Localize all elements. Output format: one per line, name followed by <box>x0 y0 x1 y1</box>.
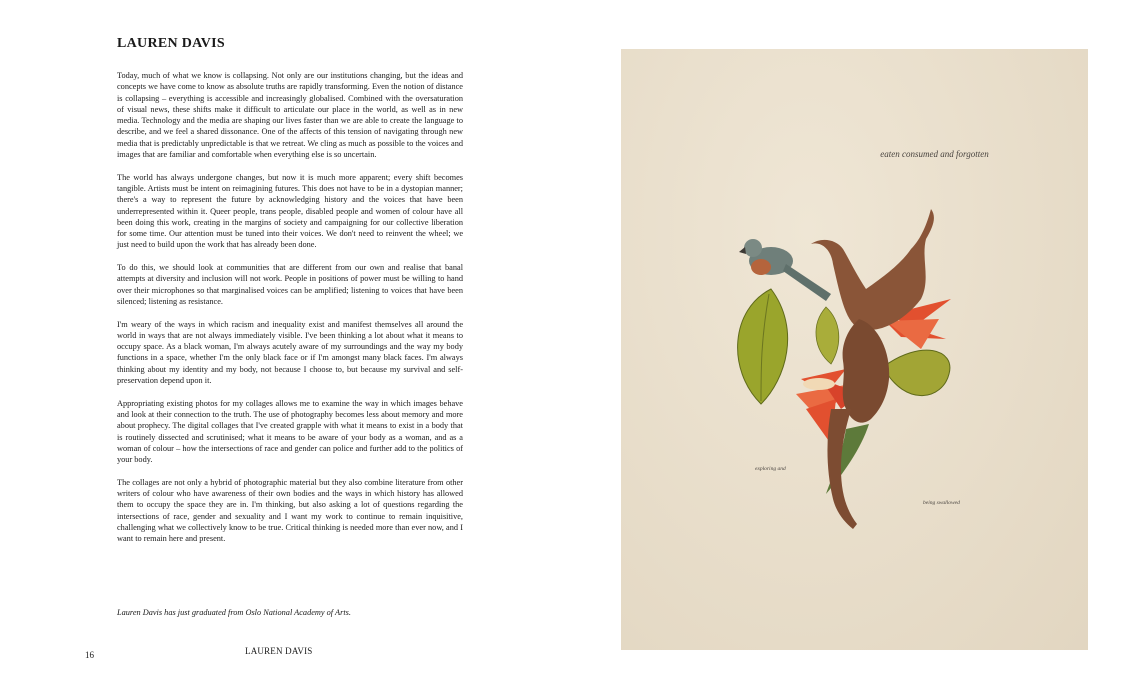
artwork-caption-left: exploring and <box>755 466 786 472</box>
parrot <box>739 239 831 301</box>
artwork-caption-right: being swallowed <box>923 500 960 506</box>
paragraph: The collages are not only a hybrid of photographic material but they also combine literature from other writers of colour who have awareness of their own bodies and the ways in which history has allowed them to occupy the space they are in. I'm thinking, but also asking a lot of questions regarding the intersections of race, gender and sexuality and I want my work to continue to remain inquisitive, challenging what we collectively know to be true. Critical thinking is needed more than ever now, and I want to remain here and present. <box>117 477 463 544</box>
author-credit: Lauren Davis has just graduated from Oslo National Academy of Arts. <box>117 608 351 617</box>
paragraph: Today, much of what we know is collapsing. Not only are our institutions changing, but the ideas and concepts we have come to know as absolute truths are rapidly transforming. Even the notion of distance is collapsing – everything is accessible and increasingly globalised. Combined with the oversaturation of visual news, these shifts make it difficult to articulate our place in the world, as well as in new media. Technology and the media are shaping our lives faster than we are able to create the language to describe, and we feel a shared dissonance. One of the affects of this tension of navigating through new media that is predictably unpredictable is that we retreat. We cling as much as possible to the voices and images that are familiar and comfortable when everything else is so uncertain. <box>117 71 463 160</box>
paragraph: The world has always undergone changes, but now it is much more apparent; every shift becomes tangible. Artists must be intent on reimagining futures. This does not have to be in a dystopian manner; there's a way to represent the future by acknowledging history and the voices that have been underrepresented within it. Queer people, trans people, disabled people and women of colour have all been doing this work, creating in the margins of society and campaigning for our collective liberation for some time. Our attention must be tuned into their voices. We don't need to reinvent the wheel; we just need to build upon the work that has already been done. <box>117 172 463 250</box>
leaf-right <box>883 350 950 396</box>
page-number: 16 <box>85 650 94 660</box>
article-title: LAUREN DAVIS <box>117 36 225 51</box>
article-body <box>117 70 463 556</box>
collage-artwork <box>621 49 1088 650</box>
collage-image <box>621 49 1088 650</box>
artwork-caption-top: eaten consumed and forgotten <box>880 149 989 159</box>
figure-leg-lower <box>843 319 890 423</box>
running-footer: LAUREN DAVIS <box>245 646 313 656</box>
paragraph: I'm weary of the ways in which racism and inequality exist and manifest themselves all around the world in ways that are not always immediately visible. I've been thinking a lot about what it means to occupy space. As a black woman, I'm always acutely aware of my surroundings and the way my body functions in a space, whether I'm the only black face or if I'm amongst many black faces. I'm always thinking about my identity and my body, not because I choose to, but because my survival and self-preservation depend upon it. <box>117 319 463 386</box>
paragraph: To do this, we should look at communities that are different from our own and realise that banal attempts at diversity and inclusion will not work. People in positions of power must be willing to hand over their microphones so that marginalised voices can be amplified; listening to voices that have been silenced; listening as resistance. <box>117 263 463 306</box>
leaf-small-left <box>816 307 839 364</box>
paragraph: Appropriating existing photos for my collages allows me to examine the way in which images behave and look at their connection to the truth. The use of photography becomes less about memory and more about prophecy. The digital collages that I've created grapple with what it means to exist in a body that is routinely dissected and scrutinised; what it means to be aware of your body as a woman, and as a woman of colour – how the intersections of race and gender can police and further add to the politics of your body. <box>117 398 463 465</box>
